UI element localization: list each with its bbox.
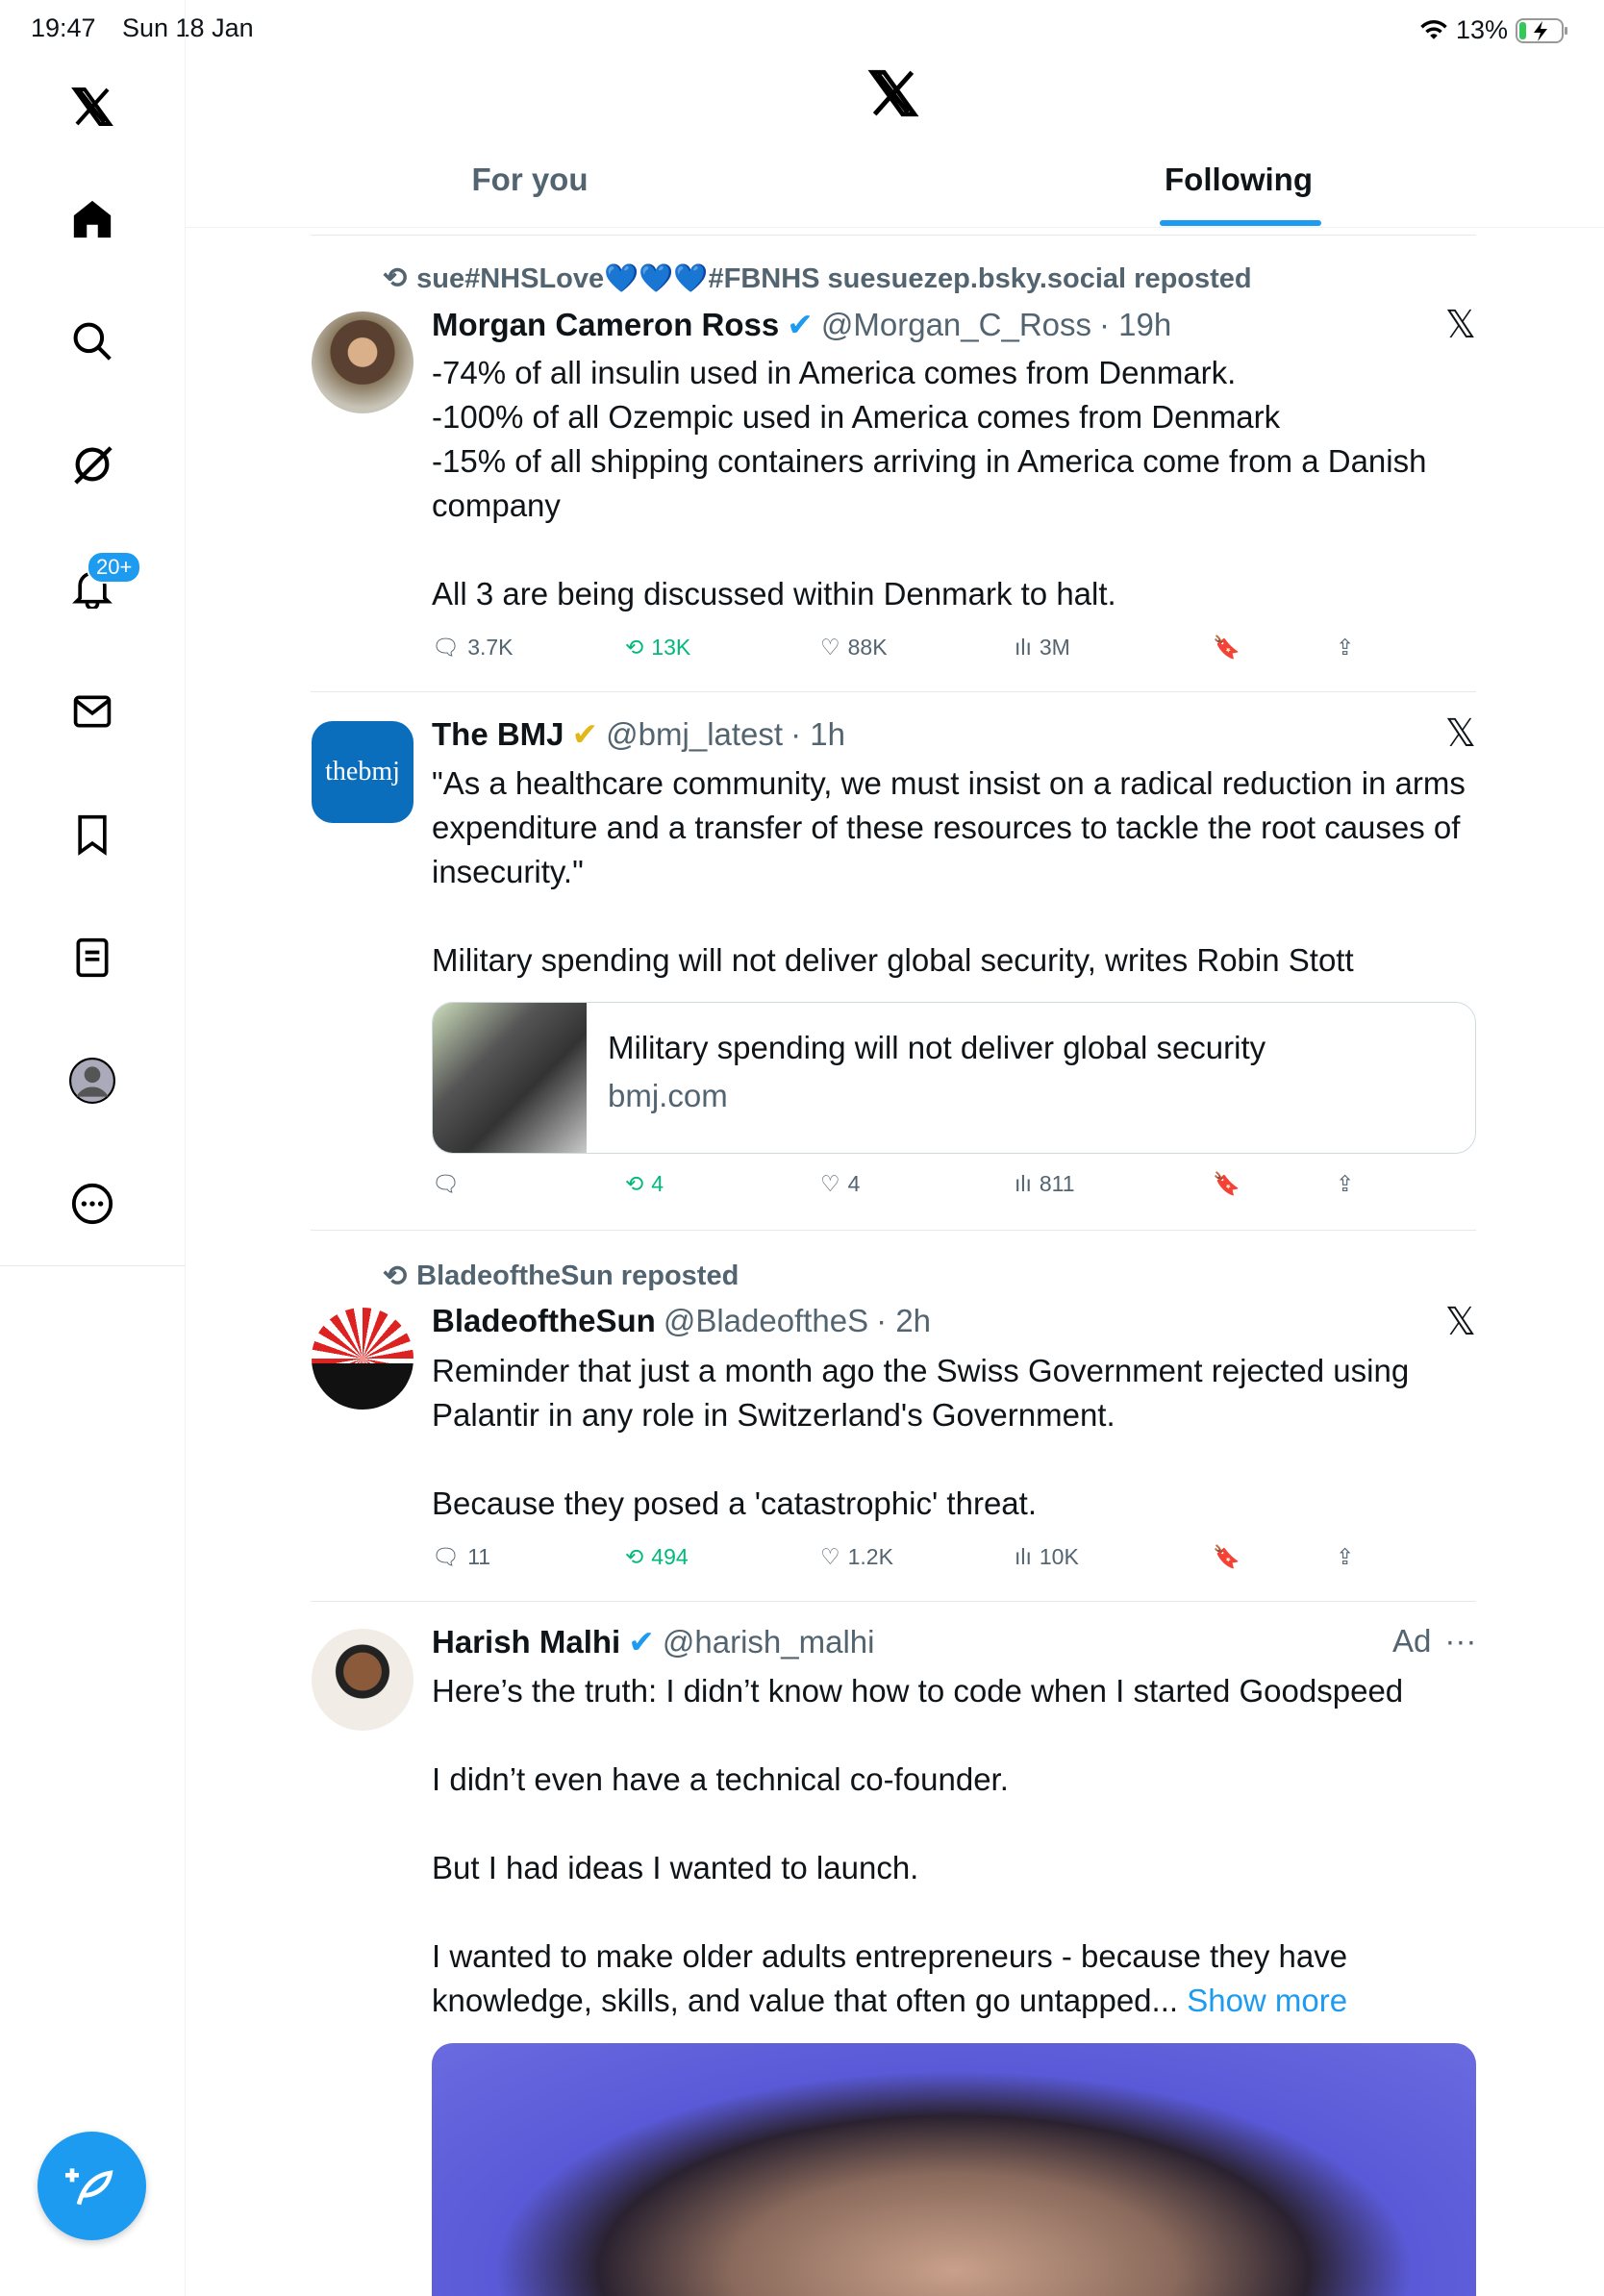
grok-explain-icon[interactable]: 𝕏 (1444, 712, 1476, 755)
like-button[interactable] (820, 635, 888, 661)
x-logo-header-icon (865, 65, 921, 126)
author-handle[interactable]: @Morgan_C_Ross (820, 306, 1092, 342)
tab-for-you[interactable]: For you (471, 162, 589, 197)
verified-gold-badge-icon: ✔ (571, 716, 599, 752)
like-button[interactable] (820, 1171, 860, 1197)
tweet-text: "As a healthcare community, we must insist on a radical reduction in arms expenditure and a transfer of these resources to tackle the root causes of insecurity." Military spending will not deliver global security, writes Robin Stott (432, 765, 1466, 978)
tweet-text-content: Here’s the truth: I didn’t know how to code when I started Goodspeed I didn’t even have a technical co-founder. But I had ideas I wanted to launch. I wanted to make older adults entrepreneurs - because they have knowledge, skills, and value that often go untapped... (432, 1673, 1404, 2018)
share-icon: ⇪ (1336, 635, 1355, 660)
reply-count: 3.7K (467, 635, 514, 660)
messages-icon[interactable] (63, 683, 121, 740)
heart-icon: ♡ (820, 635, 840, 660)
tweet-text: Reminder that just a month ago the Swiss Government rejected using Palantir in any role in Switzerland's Government. Because they posed a 'catastrophic' threat. (432, 1353, 1410, 1521)
author-name[interactable]: Morgan Cameron Ross (432, 306, 780, 342)
avatar[interactable] (312, 1629, 414, 1731)
divider (311, 1601, 1476, 1602)
reply-button[interactable] (432, 1171, 460, 1197)
link-card-thumbnail (433, 1003, 587, 1154)
repost-label (383, 1260, 739, 1293)
more-icon[interactable] (63, 1175, 121, 1233)
repost-button[interactable] (625, 1544, 689, 1570)
repost-button[interactable] (625, 635, 690, 661)
bookmark-button[interactable] (1213, 635, 1241, 661)
reply-button[interactable] (432, 635, 514, 661)
avatar[interactable] (312, 312, 414, 413)
tweet-text: -74% of all insulin used in America comes from Denmark. -100% of all Ozempic used in America comes from Denmark -15% of all shipping containers arriving in America come from a Danish company All 3 are being discussed within Denmark to halt. (432, 355, 1427, 611)
wifi-icon (1419, 19, 1448, 42)
views-chart-icon: ılı (1015, 635, 1032, 660)
grok-icon[interactable] (63, 436, 121, 493)
like-count: 4 (847, 1171, 861, 1196)
bookmarks-icon[interactable] (63, 806, 121, 863)
repost-icon: ⟲ (625, 1544, 644, 1569)
repost-text: sue#NHSLove💙💙💙#FBNHS suesuezep.bsky.social reposted (416, 262, 1252, 294)
lists-icon[interactable] (63, 929, 121, 986)
action-bar (432, 1544, 1393, 1583)
heart-icon: ♡ (820, 1171, 840, 1196)
grok-explain-icon[interactable]: 𝕏 (1444, 304, 1476, 346)
share-icon: ⇪ (1336, 1544, 1355, 1569)
status-indicators (1419, 15, 1569, 45)
like-count: 1.2K (847, 1544, 893, 1569)
heart-icon: ♡ (820, 1544, 840, 1569)
view-count: 10K (1039, 1544, 1079, 1569)
repost-label (383, 262, 1252, 295)
compose-post-button[interactable] (38, 2132, 146, 2240)
divider (311, 1230, 1476, 1231)
share-icon: ⇪ (1336, 1171, 1355, 1196)
tweet-header (432, 306, 1171, 343)
bookmark-icon: 🔖 (1213, 1544, 1241, 1569)
status-time: 19:47 (31, 13, 96, 42)
action-bar (432, 1171, 1393, 1210)
verified-badge-icon: ✔ (628, 1624, 655, 1660)
tweet-header (432, 715, 845, 753)
author-name[interactable]: The BMJ (432, 715, 564, 752)
verified-badge-icon: ✔ (787, 307, 814, 342)
header-divider (186, 227, 1604, 228)
reply-button[interactable] (432, 1544, 490, 1570)
x-logo-icon[interactable] (63, 78, 121, 136)
views-button[interactable] (1015, 635, 1070, 661)
reply-icon: 🗨 (432, 635, 461, 660)
reply-icon: 🗨 (432, 1544, 461, 1569)
author-name[interactable]: Harish Malhi (432, 1623, 621, 1660)
post-time: · 2h (876, 1303, 932, 1338)
repost-icon: ⟲ (383, 262, 408, 294)
views-button[interactable] (1015, 1171, 1075, 1197)
view-count: 3M (1039, 635, 1070, 660)
bookmark-button[interactable] (1213, 1544, 1241, 1570)
share-button[interactable] (1336, 1544, 1354, 1570)
tweet-header (432, 1303, 931, 1339)
ad-label-row (1392, 1623, 1476, 1660)
bookmark-button[interactable] (1213, 1171, 1241, 1197)
author-handle[interactable]: @harish_malhi (662, 1623, 875, 1660)
views-button[interactable] (1015, 1544, 1079, 1570)
repost-text: BladeoftheSun reposted (416, 1260, 739, 1291)
reply-icon: 🗨 (432, 1171, 461, 1196)
battery-charging-icon (1516, 17, 1569, 44)
status-date: Sun 18 Jan (122, 13, 254, 42)
feather-plus-icon (65, 2159, 119, 2213)
author-handle[interactable]: @BladeoftheS (663, 1303, 869, 1338)
repost-count: 494 (651, 1544, 689, 1569)
post-time: · 19h (1099, 306, 1172, 342)
repost-icon: ⟲ (383, 1260, 408, 1292)
link-card-domain: bmj.com (608, 1078, 728, 1113)
like-button[interactable] (820, 1544, 893, 1570)
repost-icon: ⟲ (625, 1171, 644, 1196)
share-button[interactable] (1336, 1171, 1354, 1197)
search-icon[interactable] (63, 312, 121, 370)
avatar[interactable] (312, 1308, 414, 1410)
bookmark-icon: 🔖 (1213, 1171, 1241, 1196)
grok-explain-icon[interactable]: 𝕏 (1444, 1301, 1476, 1343)
tweet-header (432, 1623, 874, 1660)
bookmark-icon: 🔖 (1213, 635, 1241, 660)
divider (311, 235, 1476, 236)
repost-count: 4 (651, 1171, 664, 1196)
author-handle[interactable]: @bmj_latest (606, 715, 784, 752)
video-media[interactable] (432, 2043, 1476, 2296)
views-chart-icon: ılı (1015, 1171, 1032, 1196)
notifications-icon[interactable] (63, 555, 133, 616)
action-bar (432, 635, 1393, 673)
more-options-icon[interactable]: ··· (1444, 1623, 1477, 1659)
repost-icon: ⟲ (625, 635, 644, 660)
share-button[interactable] (1336, 635, 1354, 661)
notification-badge: 20+ (87, 551, 141, 584)
active-tab-indicator (1160, 220, 1321, 226)
link-card[interactable] (432, 1002, 1476, 1154)
divider (311, 691, 1476, 692)
tab-following[interactable]: Following (1165, 162, 1313, 197)
ad-label: Ad (1392, 1623, 1432, 1659)
show-more-link[interactable]: Show more (1187, 1983, 1348, 2018)
link-card-title: Military spending will not deliver global security (608, 1030, 1266, 1065)
post-time: · 1h (790, 715, 845, 752)
views-chart-icon: ılı (1015, 1544, 1032, 1569)
repost-count: 13K (651, 635, 691, 660)
author-name[interactable]: BladeoftheSun (432, 1303, 656, 1338)
avatar-bmj-logo[interactable]: thebmj (312, 721, 414, 823)
home-icon[interactable] (63, 190, 121, 248)
tweet-text (432, 1669, 1480, 2023)
like-count: 88K (847, 635, 888, 660)
reply-count: 11 (467, 1544, 491, 1569)
profile-avatar-icon[interactable] (63, 1052, 121, 1110)
battery-percent: 13% (1456, 15, 1509, 44)
repost-button[interactable] (625, 1171, 664, 1197)
sidebar-divider (0, 1265, 186, 1266)
view-count: 811 (1039, 1171, 1075, 1196)
